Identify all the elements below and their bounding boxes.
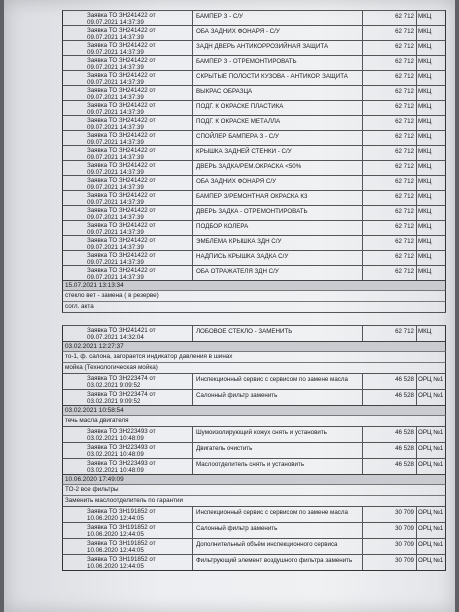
amount: 62 712 bbox=[395, 118, 414, 125]
work-center: ОРЦ №1 bbox=[418, 557, 444, 564]
work-center: МКЦ bbox=[418, 88, 432, 95]
amount: 62 712 bbox=[395, 193, 414, 200]
work-center: МКЦ bbox=[418, 148, 432, 155]
amount: 62 712 bbox=[395, 178, 414, 185]
work-description: ЛОБОВОЕ СТЕКЛО - ЗАМЕНИТЬ bbox=[192, 326, 363, 341]
work-description: ДВЕРЬ ЗАДКА/РЕМ.ОКРАСКА <50% bbox=[192, 161, 363, 175]
amount-cell bbox=[363, 326, 417, 341]
request-reference: Заявка ТО ЗН191852 от 10.06.2020 12:44:05 bbox=[87, 556, 156, 570]
request-reference: Заявка ТО ЗН191852 от 10.06.2020 12:44:05 bbox=[87, 540, 156, 554]
request-reference: Заявка ТО ЗН241422 от 09.07.2021 14:37:39 bbox=[87, 72, 156, 86]
amount-cell bbox=[363, 26, 417, 40]
amount: 62 712 bbox=[395, 43, 414, 50]
amount: 62 712 bbox=[395, 223, 414, 230]
request-reference: Заявка ТО ЗН241422 от 09.07.2021 14:37:39 bbox=[87, 102, 156, 116]
amount-cell bbox=[363, 11, 417, 25]
request-reference: Заявка ТО ЗН223493 от 03.02.2021 10:48:09 bbox=[87, 444, 156, 458]
amount: 30 709 bbox=[395, 541, 414, 548]
table-row bbox=[62, 130, 446, 145]
request-reference: Заявка ТО ЗН241422 от 09.07.2021 14:37:39 bbox=[87, 177, 156, 191]
visit-note: то-1, ф. салона, загорается индикатор давления в шинах bbox=[62, 351, 446, 362]
work-center: МКЦ bbox=[418, 43, 432, 50]
visit-note: мойка (Технологическая мойка) bbox=[62, 362, 446, 373]
work-center: ОРЦ №1 bbox=[418, 461, 444, 468]
work-description: ПОДГ. К ОКРАСКЕ МЕТАЛЛА bbox=[192, 116, 363, 130]
work-center: МКЦ bbox=[418, 328, 432, 335]
table-row bbox=[62, 458, 446, 474]
amount: 62 712 bbox=[395, 208, 414, 215]
table-row bbox=[62, 442, 446, 458]
spacer bbox=[62, 312, 446, 325]
amount-cell bbox=[363, 101, 417, 115]
amount-cell bbox=[363, 161, 417, 175]
work-center: МКЦ bbox=[418, 58, 432, 65]
table-row bbox=[62, 115, 446, 130]
work-center: МКЦ bbox=[418, 13, 432, 20]
request-reference: Заявка ТО ЗН241422 от 09.07.2021 14:37:39 bbox=[87, 12, 156, 26]
amount-cell bbox=[363, 56, 417, 70]
table-row bbox=[62, 160, 446, 175]
work-center: МКЦ bbox=[418, 253, 432, 260]
amount: 46 528 bbox=[395, 376, 414, 383]
work-description: ПОДГ. К ОКРАСКЕ ПЛАСТИКА bbox=[192, 101, 363, 115]
work-description: ВЫКРАС ОБРАЗЦА bbox=[192, 86, 363, 100]
amount: 46 528 bbox=[395, 445, 414, 452]
amount: 62 712 bbox=[395, 73, 414, 80]
table-row bbox=[62, 220, 446, 235]
amount: 62 712 bbox=[395, 253, 414, 260]
table-row bbox=[62, 205, 446, 220]
work-center: МКЦ bbox=[418, 28, 432, 35]
work-center: ОРЦ №1 bbox=[418, 392, 444, 399]
request-reference: Заявка ТО ЗН223474 от 03.02.2021 9:09:52 bbox=[87, 375, 156, 389]
amount-cell bbox=[363, 41, 417, 55]
table-row bbox=[62, 325, 446, 341]
work-description: БАМПЕР З - С/У bbox=[192, 11, 363, 25]
amount: 62 712 bbox=[395, 58, 414, 65]
request-reference: Заявка ТО ЗН223493 от 03.02.2021 10:48:09 bbox=[87, 428, 156, 442]
amount: 46 528 bbox=[395, 429, 414, 436]
amount-cell bbox=[363, 459, 417, 474]
work-center: ОРЦ №1 bbox=[418, 525, 444, 532]
amount-cell bbox=[363, 507, 417, 522]
amount: 62 712 bbox=[395, 238, 414, 245]
amount: 62 712 bbox=[395, 268, 414, 275]
table-row bbox=[62, 265, 446, 280]
table-row bbox=[62, 175, 446, 190]
work-center: ОРЦ №1 bbox=[418, 541, 444, 548]
amount: 62 712 bbox=[395, 13, 414, 20]
document-paper bbox=[4, 0, 455, 612]
work-center: МКЦ bbox=[418, 133, 432, 140]
request-reference: Заявка ТО ЗН241422 от 09.07.2021 14:37:39 bbox=[87, 222, 156, 236]
amount: 62 712 bbox=[395, 133, 414, 140]
work-center: МКЦ bbox=[418, 118, 432, 125]
amount-cell bbox=[363, 443, 417, 458]
amount-cell bbox=[363, 251, 417, 265]
request-reference: Заявка ТО ЗН241421 от 09.07.2021 14:32:04 bbox=[87, 327, 156, 341]
table-row bbox=[62, 426, 446, 442]
work-description: Фильтрующий элемент воздушного фильтра заменить bbox=[192, 555, 363, 570]
work-center: МКЦ bbox=[418, 268, 432, 275]
work-center: МКЦ bbox=[418, 178, 432, 185]
work-description: СПОЙЛЕР БАМПЕРА З - С/У bbox=[192, 131, 363, 145]
amount-cell bbox=[363, 523, 417, 538]
amount: 62 712 bbox=[395, 103, 414, 110]
visit-note: согл. акта bbox=[62, 301, 446, 312]
work-description: ПОДБОР КОЛЕРА bbox=[192, 221, 363, 235]
amount: 62 712 bbox=[395, 328, 414, 335]
work-description: НАДПИСЬ КРЫШКА ЗАДКА С/У bbox=[192, 251, 363, 265]
work-description: Маслоотделитель снять и установить bbox=[192, 459, 363, 474]
request-reference: Заявка ТО ЗН241422 от 09.07.2021 14:37:39 bbox=[87, 132, 156, 146]
amount: 30 709 bbox=[395, 525, 414, 532]
request-reference: Заявка ТО ЗН241422 от 09.07.2021 14:37:39 bbox=[87, 237, 156, 251]
work-description: ОБА ЗАДНИХ ФОНАРЯ - С/У bbox=[192, 26, 363, 40]
amount-cell bbox=[363, 176, 417, 190]
amount: 46 528 bbox=[395, 461, 414, 468]
table-bottom-border bbox=[62, 570, 446, 571]
visit-date: 03.02.2021 10:58:54 bbox=[62, 405, 446, 415]
amount-cell bbox=[363, 131, 417, 145]
request-reference: Заявка ТО ЗН241422 от 09.07.2021 14:37:39 bbox=[87, 147, 156, 161]
work-center: МКЦ bbox=[418, 73, 432, 80]
work-center: МКЦ bbox=[418, 163, 432, 170]
work-center: МКЦ bbox=[418, 103, 432, 110]
work-description: Инспекционный сервис с сервисом по замене масла bbox=[192, 374, 363, 389]
amount-cell bbox=[363, 236, 417, 250]
amount: 30 709 bbox=[395, 557, 414, 564]
request-reference: Заявка ТО ЗН223493 от 03.02.2021 10:48:09 bbox=[87, 460, 156, 474]
work-center: ОРЦ №1 bbox=[418, 445, 444, 452]
work-description: ЗАДН ДВЕРЬ АНТИКОРРОЗИЙНАЯ ЗАЩИТА bbox=[192, 41, 363, 55]
work-description: Шумоизолирующий кожух снять и установить bbox=[192, 427, 363, 442]
table-row bbox=[62, 250, 446, 265]
work-center: МКЦ bbox=[418, 238, 432, 245]
amount: 30 709 bbox=[395, 509, 414, 516]
request-reference: Заявка ТО ЗН241422 от 09.07.2021 14:37:39 bbox=[87, 267, 156, 281]
amount-cell bbox=[363, 206, 417, 220]
request-reference: Заявка ТО ЗН241422 от 09.07.2021 14:37:39 bbox=[87, 207, 156, 221]
amount-cell bbox=[363, 555, 417, 570]
amount-cell bbox=[363, 374, 417, 389]
table-row bbox=[62, 373, 446, 389]
table-row bbox=[62, 538, 446, 554]
work-center: МКЦ bbox=[418, 208, 432, 215]
amount-cell bbox=[363, 427, 417, 442]
visit-date: 10.06.2020 17:49:09 bbox=[62, 474, 446, 484]
table-row bbox=[62, 145, 446, 160]
visit-note: Заменить маслоотделитель по гарантии bbox=[62, 495, 446, 506]
table-row bbox=[62, 10, 446, 25]
request-reference: Заявка ТО ЗН241422 от 09.07.2021 14:37:39 bbox=[87, 27, 156, 41]
work-description: Дополнительный объём инспекционного сервиса bbox=[192, 539, 363, 554]
work-description: Салонный фильтр заменить bbox=[192, 523, 363, 538]
request-reference: Заявка ТО ЗН241422 от 09.07.2021 14:37:39 bbox=[87, 42, 156, 56]
table-row bbox=[62, 25, 446, 40]
table-row bbox=[62, 522, 446, 538]
work-description: БАМПЕР З - ОТРЕМОНТИРОВАТЬ bbox=[192, 56, 363, 70]
table-row bbox=[62, 40, 446, 55]
amount-cell bbox=[363, 390, 417, 405]
request-reference: Заявка ТО ЗН241422 от 09.07.2021 14:37:39 bbox=[87, 162, 156, 176]
work-description: Двигатель очистить bbox=[192, 443, 363, 458]
request-reference: Заявка ТО ЗН191852 от 10.06.2020 12:44:05 bbox=[87, 508, 156, 522]
request-reference: Заявка ТО ЗН191852 от 10.06.2020 12:44:05 bbox=[87, 524, 156, 538]
visit-date: 03.02.2021 12:27:37 bbox=[62, 341, 446, 351]
work-description: Салонный фильтр заменить bbox=[192, 390, 363, 405]
amount-cell bbox=[363, 539, 417, 554]
request-reference: Заявка ТО ЗН241422 от 09.07.2021 14:37:39 bbox=[87, 252, 156, 266]
table-row bbox=[62, 55, 446, 70]
table-row bbox=[62, 190, 446, 205]
work-description: ОБА ОТРАЖАТЕЛЯ ЗДН С/У bbox=[192, 266, 363, 280]
work-description: БАМПЕР З/РЕМОНТНАЯ ОКРАСКА К3 bbox=[192, 191, 363, 205]
visit-note: стекло вет - замена ( в резерве) bbox=[62, 290, 446, 301]
amount: 62 712 bbox=[395, 28, 414, 35]
amount: 62 712 bbox=[395, 88, 414, 95]
visit-date: 15.07.2021 13:13:34 bbox=[62, 280, 446, 290]
work-description: ЭМБЛЕМА КРЫШКА ЗДН С/У bbox=[192, 236, 363, 250]
amount-cell bbox=[363, 71, 417, 85]
table-row bbox=[62, 70, 446, 85]
table-row bbox=[62, 85, 446, 100]
table-row bbox=[62, 554, 446, 570]
amount: 62 712 bbox=[395, 148, 414, 155]
service-history-table bbox=[62, 10, 446, 571]
amount-cell bbox=[363, 86, 417, 100]
work-description: Инспекционный сервис с сервисом по замене масла bbox=[192, 507, 363, 522]
request-reference: Заявка ТО ЗН241422 от 09.07.2021 14:37:39 bbox=[87, 87, 156, 101]
request-reference: Заявка ТО ЗН241422 от 09.07.2021 14:37:39 bbox=[87, 57, 156, 71]
visit-note: течь масла двигателя bbox=[62, 415, 446, 426]
request-reference: Заявка ТО ЗН241422 от 09.07.2021 14:37:39 bbox=[87, 117, 156, 131]
work-center: ОРЦ №1 bbox=[418, 509, 444, 516]
work-center: ОРЦ №1 bbox=[418, 429, 444, 436]
table-row bbox=[62, 235, 446, 250]
work-description: КРЫШКА ЗАДНЕЙ СТЕНКИ - С/У bbox=[192, 146, 363, 160]
amount-cell bbox=[363, 221, 417, 235]
amount-cell bbox=[363, 146, 417, 160]
table-row bbox=[62, 506, 446, 522]
visit-note: ТО-2 все фильтры bbox=[62, 484, 446, 495]
amount: 46 528 bbox=[395, 392, 414, 399]
work-center: МКЦ bbox=[418, 193, 432, 200]
amount-cell bbox=[363, 116, 417, 130]
amount: 62 712 bbox=[395, 163, 414, 170]
request-reference: Заявка ТО ЗН241422 от 09.07.2021 14:37:39 bbox=[87, 192, 156, 206]
work-description: ДВЕРЬ ЗАДКА - ОТРЕМОНТИРОВАТЬ bbox=[192, 206, 363, 220]
work-description: ОБА ЗАДНИХ ФОНАРЯ С/У bbox=[192, 176, 363, 190]
work-center: МКЦ bbox=[418, 223, 432, 230]
table-row bbox=[62, 389, 446, 405]
amount-cell bbox=[363, 266, 417, 280]
table-row bbox=[62, 100, 446, 115]
amount-cell bbox=[363, 191, 417, 205]
request-reference: Заявка ТО ЗН223474 от 03.02.2021 9:09:52 bbox=[87, 391, 156, 405]
work-description: СКРЫТЫЕ ПОЛОСТИ КУЗОВА - АНТИКОР. ЗАЩИТА bbox=[192, 71, 363, 85]
work-center: ОРЦ №1 bbox=[418, 376, 444, 383]
